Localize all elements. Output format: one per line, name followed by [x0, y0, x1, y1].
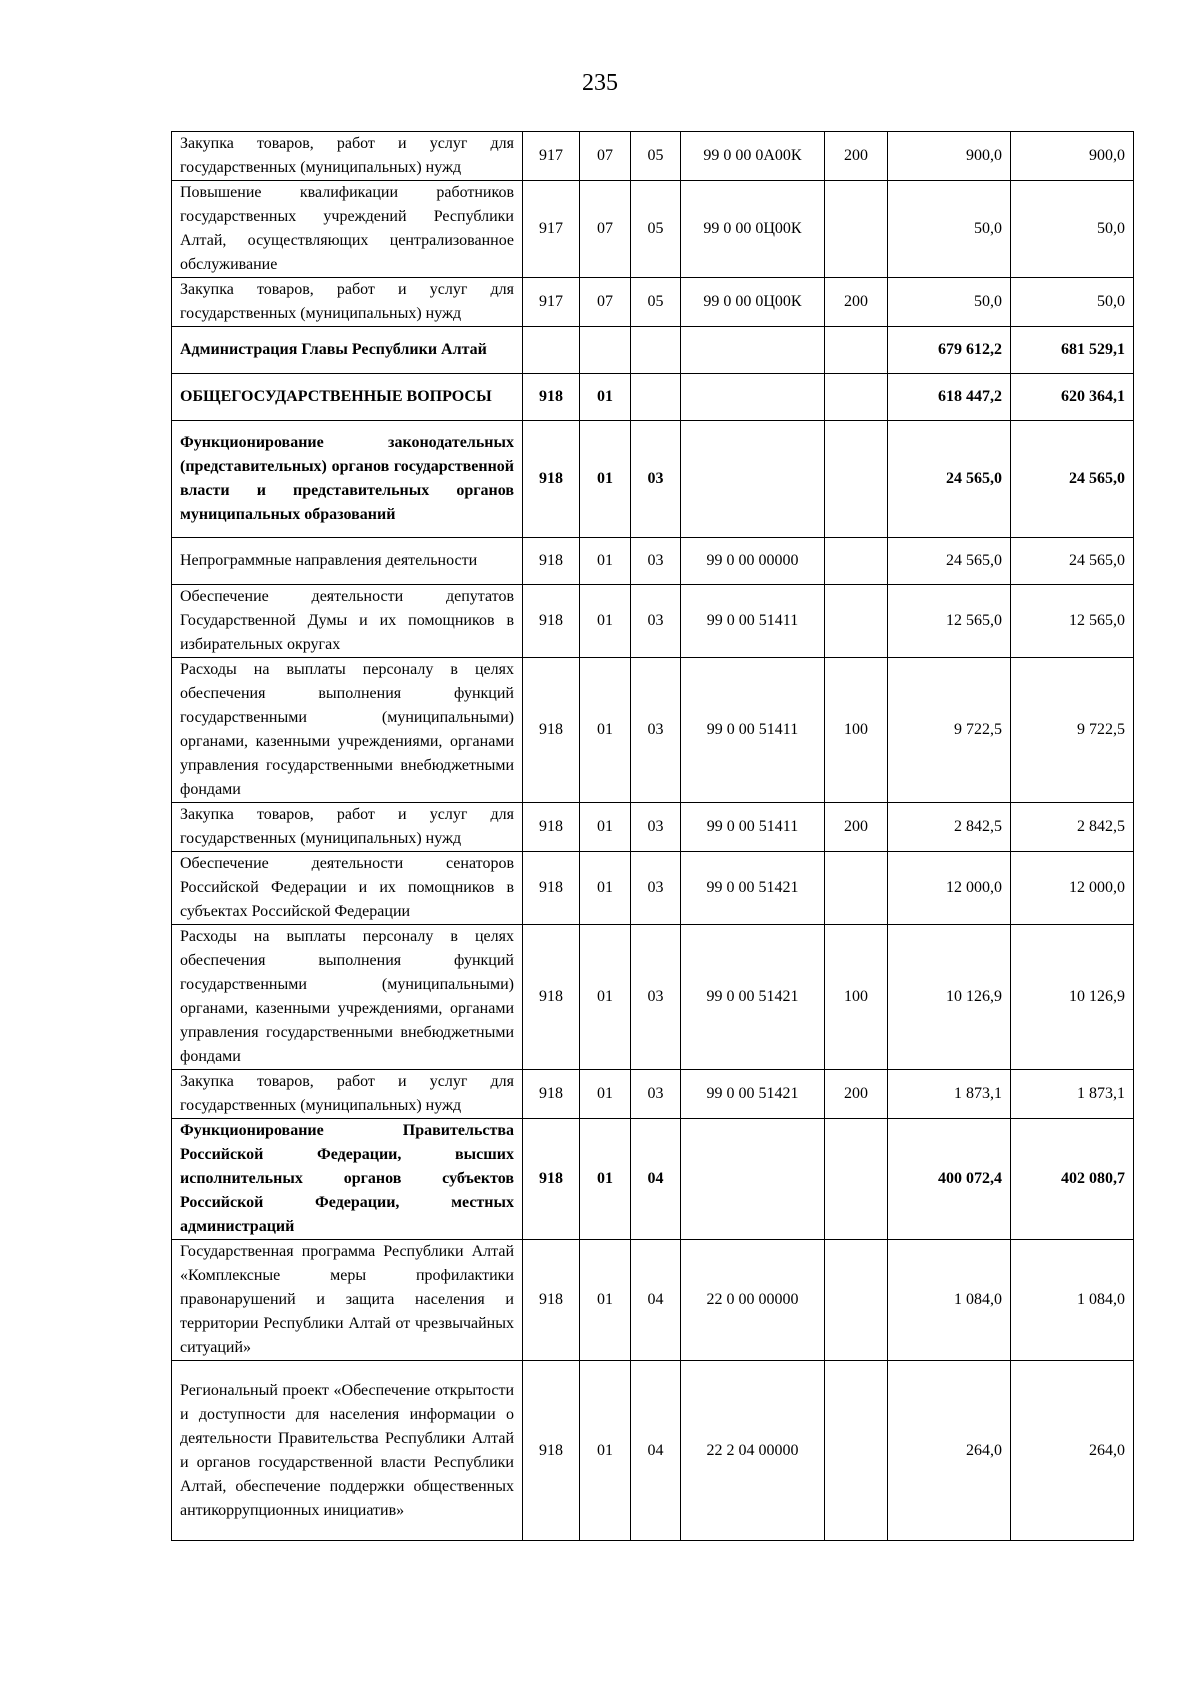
expense-type: 200 [825, 278, 888, 327]
subsection-code: 05 [631, 132, 681, 181]
target-article: 99 0 00 0Ц00К [681, 181, 825, 278]
amount-year-2: 24 565,0 [1011, 421, 1134, 538]
amount-year-2: 50,0 [1011, 278, 1134, 327]
expense-type [825, 1361, 888, 1541]
table-row [172, 658, 1134, 803]
subsection-code: 04 [631, 1119, 681, 1240]
amount-year-1: 2 842,5 [888, 803, 1011, 852]
table-row [172, 803, 1134, 852]
subsection-code: 04 [631, 1361, 681, 1541]
amount-year-1: 618 447,2 [888, 374, 1011, 421]
table-row [172, 327, 1134, 374]
section-code: 07 [580, 181, 631, 278]
ministry-code: 918 [523, 585, 580, 658]
expense-type [825, 181, 888, 278]
amount-year-1: 1 873,1 [888, 1070, 1011, 1119]
row-name: ОБЩЕГОСУДАРСТВЕННЫЕ ВОПРОСЫ [172, 374, 523, 421]
table-row [172, 374, 1134, 421]
amount-year-1: 400 072,4 [888, 1119, 1011, 1240]
amount-year-1: 9 722,5 [888, 658, 1011, 803]
row-name: Обеспечение деятельности сенаторов Российской Федерации и их помощников в субъектах Российской Федерации [172, 852, 523, 925]
ministry-code: 918 [523, 1070, 580, 1119]
amount-year-1: 900,0 [888, 132, 1011, 181]
target-article: 99 0 00 0А00К [681, 132, 825, 181]
ministry-code: 918 [523, 658, 580, 803]
amount-year-1: 12 565,0 [888, 585, 1011, 658]
expense-type [825, 585, 888, 658]
expense-type: 200 [825, 132, 888, 181]
table-row [172, 421, 1134, 538]
expense-type [825, 852, 888, 925]
row-name: Функционирование законодательных (представительных) органов государственной власти и представительных органов муниципальных образований [172, 421, 523, 538]
row-name: Непрограммные направления деятельности [172, 538, 523, 585]
ministry-code: 918 [523, 1240, 580, 1361]
expense-type [825, 538, 888, 585]
section-code: 07 [580, 278, 631, 327]
expense-type [825, 1119, 888, 1240]
row-name: Закупка товаров, работ и услуг для государственных (муниципальных) нужд [172, 278, 523, 327]
amount-year-1: 24 565,0 [888, 421, 1011, 538]
table-row [172, 538, 1134, 585]
row-name: Администрация Главы Республики Алтай [172, 327, 523, 374]
page-number: 235 [582, 70, 618, 96]
amount-year-2: 1 873,1 [1011, 1070, 1134, 1119]
expense-type [825, 1240, 888, 1361]
row-name: Региональный проект «Обеспечение открытости и доступности для населения информации о деятельности Правительства Республики Алтай и органов государственной власти Республики Алтай, обеспечение поддержки общественных антикоррупционных инициатив» [172, 1361, 523, 1541]
section-code: 01 [580, 538, 631, 585]
amount-year-1: 50,0 [888, 181, 1011, 278]
target-article [681, 421, 825, 538]
amount-year-2: 620 364,1 [1011, 374, 1134, 421]
table-row [172, 852, 1134, 925]
table-row [172, 1361, 1134, 1541]
row-name: Закупка товаров, работ и услуг для государственных (муниципальных) нужд [172, 1070, 523, 1119]
section-code: 01 [580, 1361, 631, 1541]
ministry-code: 918 [523, 852, 580, 925]
expense-type [825, 327, 888, 374]
amount-year-2: 900,0 [1011, 132, 1134, 181]
target-article: 99 0 00 51411 [681, 803, 825, 852]
ministry-code: 918 [523, 803, 580, 852]
table-row [172, 1240, 1134, 1361]
ministry-code: 917 [523, 132, 580, 181]
expense-type: 200 [825, 803, 888, 852]
target-article: 22 0 00 00000 [681, 1240, 825, 1361]
amount-year-2: 10 126,9 [1011, 925, 1134, 1070]
amount-year-2: 50,0 [1011, 181, 1134, 278]
ministry-code: 918 [523, 538, 580, 585]
target-article [681, 374, 825, 421]
amount-year-1: 50,0 [888, 278, 1011, 327]
amount-year-1: 12 000,0 [888, 852, 1011, 925]
amount-year-2: 402 080,7 [1011, 1119, 1134, 1240]
subsection-code: 03 [631, 925, 681, 1070]
subsection-code: 05 [631, 181, 681, 278]
ministry-code: 918 [523, 374, 580, 421]
subsection-code: 03 [631, 585, 681, 658]
amount-year-1: 24 565,0 [888, 538, 1011, 585]
amount-year-2: 1 084,0 [1011, 1240, 1134, 1361]
ministry-code: 917 [523, 181, 580, 278]
row-name: Расходы на выплаты персоналу в целях обеспечения выполнения функций государственными (муниципальными) органами, казенными учреждениями, органами управления государственными внебюджетными фондами [172, 925, 523, 1070]
section-code: 01 [580, 658, 631, 803]
row-name: Обеспечение деятельности депутатов Государственной Думы и их помощников в избирательных округах [172, 585, 523, 658]
expense-type [825, 421, 888, 538]
target-article: 99 0 00 51421 [681, 1070, 825, 1119]
section-code: 01 [580, 803, 631, 852]
row-name: Расходы на выплаты персоналу в целях обеспечения выполнения функций государственными (муниципальными) органами, казенными учреждениями, органами управления государственными внебюджетными фондами [172, 658, 523, 803]
amount-year-1: 1 084,0 [888, 1240, 1011, 1361]
target-article: 99 0 00 51421 [681, 852, 825, 925]
target-article: 99 0 00 51411 [681, 585, 825, 658]
table-row [172, 585, 1134, 658]
amount-year-1: 10 126,9 [888, 925, 1011, 1070]
target-article [681, 327, 825, 374]
section-code: 01 [580, 421, 631, 538]
target-article: 99 0 00 51411 [681, 658, 825, 803]
amount-year-1: 679 612,2 [888, 327, 1011, 374]
table-row [172, 925, 1134, 1070]
subsection-code [631, 327, 681, 374]
table-row [172, 181, 1134, 278]
amount-year-2: 681 529,1 [1011, 327, 1134, 374]
expense-type: 100 [825, 925, 888, 1070]
expense-type: 100 [825, 658, 888, 803]
table-row [172, 278, 1134, 327]
row-name: Закупка товаров, работ и услуг для государственных (муниципальных) нужд [172, 132, 523, 181]
section-code [580, 327, 631, 374]
subsection-code: 03 [631, 803, 681, 852]
target-article [681, 1119, 825, 1240]
subsection-code: 03 [631, 658, 681, 803]
subsection-code: 03 [631, 421, 681, 538]
table-row [172, 1119, 1134, 1240]
expense-type [825, 374, 888, 421]
ministry-code: 918 [523, 1119, 580, 1240]
subsection-code: 04 [631, 1240, 681, 1361]
section-code: 01 [580, 374, 631, 421]
table-row [172, 1070, 1134, 1119]
ministry-code: 918 [523, 925, 580, 1070]
section-code: 07 [580, 132, 631, 181]
ministry-code [523, 327, 580, 374]
ministry-code: 918 [523, 421, 580, 538]
amount-year-2: 12 565,0 [1011, 585, 1134, 658]
ministry-code: 918 [523, 1361, 580, 1541]
subsection-code: 03 [631, 538, 681, 585]
section-code: 01 [580, 1070, 631, 1119]
budget-table [171, 131, 1134, 1541]
amount-year-2: 12 000,0 [1011, 852, 1134, 925]
subsection-code [631, 374, 681, 421]
section-code: 01 [580, 585, 631, 658]
ministry-code: 917 [523, 278, 580, 327]
row-name: Закупка товаров, работ и услуг для государственных (муниципальных) нужд [172, 803, 523, 852]
subsection-code: 05 [631, 278, 681, 327]
subsection-code: 03 [631, 852, 681, 925]
section-code: 01 [580, 852, 631, 925]
expense-type: 200 [825, 1070, 888, 1119]
target-article: 22 2 04 00000 [681, 1361, 825, 1541]
amount-year-2: 9 722,5 [1011, 658, 1134, 803]
row-name: Повышение квалификации работников государственных учреждений Республики Алтай, осуществляющих централизованное обслуживание [172, 181, 523, 278]
target-article: 99 0 00 0Ц00К [681, 278, 825, 327]
table-row [172, 132, 1134, 181]
budget-table-body [172, 132, 1134, 1541]
target-article: 99 0 00 00000 [681, 538, 825, 585]
target-article: 99 0 00 51421 [681, 925, 825, 1070]
section-code: 01 [580, 925, 631, 1070]
row-name: Функционирование Правительства Российской Федерации, высших исполнительных органов субъектов Российской Федерации, местных администраций [172, 1119, 523, 1240]
section-code: 01 [580, 1119, 631, 1240]
section-code: 01 [580, 1240, 631, 1361]
row-name: Государственная программа Республики Алтай «Комплексные меры профилактики правонарушений и защита населения и территории Республики Алтай от чрезвычайных ситуаций» [172, 1240, 523, 1361]
amount-year-2: 264,0 [1011, 1361, 1134, 1541]
amount-year-1: 264,0 [888, 1361, 1011, 1541]
amount-year-2: 24 565,0 [1011, 538, 1134, 585]
subsection-code: 03 [631, 1070, 681, 1119]
amount-year-2: 2 842,5 [1011, 803, 1134, 852]
